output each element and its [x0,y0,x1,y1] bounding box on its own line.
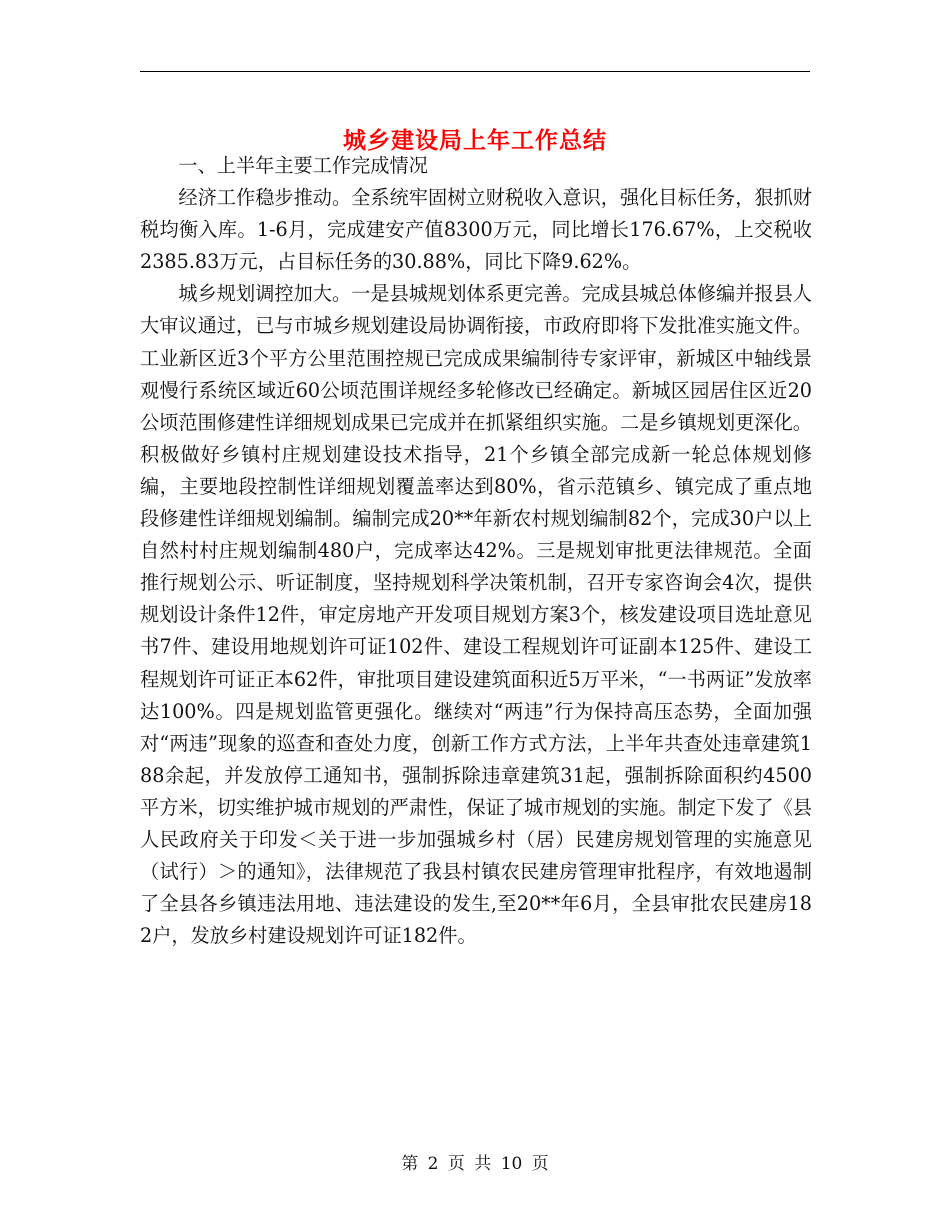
page-number: 第 2 页 共 10 页 [401,1154,549,1174]
document-body [140,150,812,952]
section-heading: 一、上半年主要工作完成情况 [178,154,428,177]
paragraph-planning: 城乡规划调控加大。一是县城规划体系更完善。完成县城总体修编并报县人大审议通过，已与市城乡规划建设局协调衔接，市政府即将下发批准实施文件。工业新区近3个平方公里范围控规已完成成果编制待专家评审，新城区中轴线景观慢行系统区域近60公顷范围详规经多轮修改已经确定。新城区园居住区近20公顷范围修建性详细规划成果已完成并在抓紧组织实施。二是乡镇规划更深化。积极做好乡镇村庄规划建设技术指导，21个乡镇全部完成新一轮总体规划修编，主要地段控制性详细规划覆盖率达到80%，省示范镇乡、镇完成了重点地段修建性详细规划编制。编制完成20**年新农村规划编制82个，完成30户以上自然村村庄规划编制480户，完成率达42%。三是规划审批更法律规范。全面推行规划公示、听证制度，坚持规划科学决策机制，召开专家咨询会4次，提供规划设计条件12件，审定房地产开发项目规划方案3个，核发建设项目选址意见书7件、建设用地规划许可证102件、建设工程规划许可证副本125件、建设工程规划许可证正本62件，审批项目建设建筑面积近5万平米，“一书两证”发放率达100%。四是规划监管更强化。继续对“两违”行为保持高压态势，全面加强对“两违”现象的巡查和查处力度，创新工作方式方法，上半年共查处违章建筑188余起，并发放停工通知书，强制拆除违章建筑31起，强制拆除面积约4500平方米，切实维护城市规划的严肃性，保证了城市规划的实施。制定下发了《县人民政府关于印发＜关于进一步加强城乡村（居）民建房规划管理的实施意见（试行）＞的通知》，法律规范了我县村镇农民建房管理审批程序，有效地遏制了全县各乡镇违法用地、违法建设的发生,至20**年6月，全县审批农民建房182户，发放乡村建设规划许可证182件。 [140,282,812,948]
paragraph-economy: 经济工作稳步推动。全系统牢固树立财税收入意识，强化目标任务，狠抓财税均衡入库。1-6月，完成建安产值8300万元，同比增长176.67%，上交税收2385.83万元，占目标任务的30.88%，同比下降9.62%。 [140,186,812,274]
document-title: 城乡建设局上年工作总结 [343,127,607,155]
header-rule [140,71,810,72]
